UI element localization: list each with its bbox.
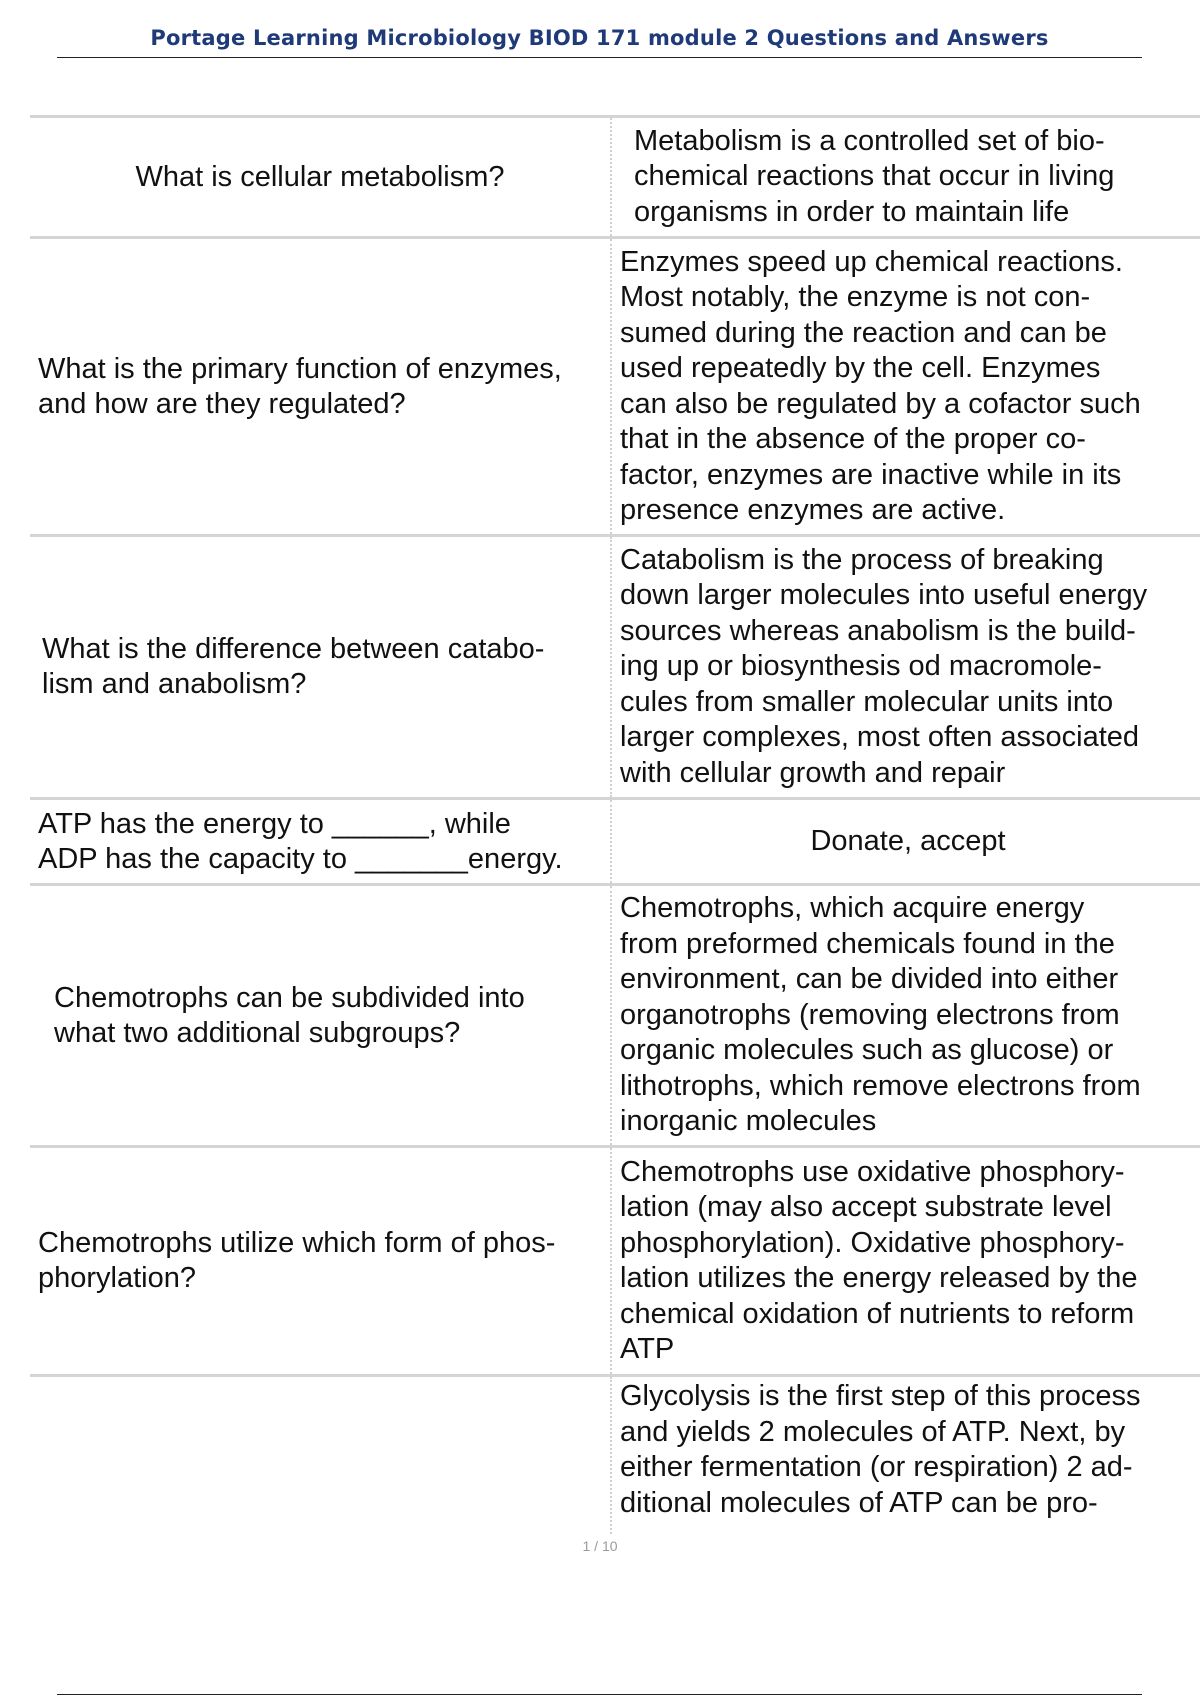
question-text: What is cellular metabolism? — [135, 160, 505, 193]
question-cell — [30, 537, 610, 797]
table-row — [30, 1374, 1200, 1534]
question-cell — [30, 118, 610, 236]
question-text: What is the difference between catabo- lism and anabolism? — [42, 633, 545, 700]
question-cell — [30, 239, 610, 534]
question-text: Chemotrophs can be subdivided into what two additional subgroups? — [54, 981, 525, 1049]
table-row — [30, 534, 1200, 797]
table-row — [30, 1145, 1200, 1374]
answer-cell — [610, 537, 1200, 797]
table-row — [30, 115, 1200, 236]
question-text: What is the primary function of enzymes, and how are they regulated? — [38, 352, 562, 420]
answer-cell — [610, 800, 1200, 883]
table-row — [30, 797, 1200, 883]
question-cell — [30, 1377, 610, 1534]
answer-cell — [610, 1148, 1200, 1374]
answer-text: Chemotrophs use oxidative phosphory- lation (may also accept substrate level phosphorylation). Oxidative phosphory- lation utilizes the energy released by the chemical oxidation of nutrients to reform ATP — [620, 1155, 1138, 1365]
question-text: ATP has the energy to ______, while ADP has the capacity to _______energy. — [38, 807, 563, 875]
answer-cell — [610, 239, 1200, 534]
answer-text: Donate, accept — [810, 824, 1006, 857]
qa-table — [30, 115, 1200, 1534]
page-number: 1 / 10 — [582, 1538, 618, 1554]
answer-text: Catabolism is the process of breaking down larger molecules into useful energy sources whereas anabolism is the build- ing up or biosynthesis od macromole- cules from smaller molecular units into larger complexes, most often associated with cellular growth and repair — [620, 543, 1148, 789]
question-cell — [30, 800, 610, 883]
answer-text: Metabolism is a controlled set of bio- chemical reactions that occur in living organisms in order to maintain life — [634, 124, 1115, 228]
table-row — [30, 236, 1200, 534]
question-text: Chemotrophs utilize which form of phos- phorylation? — [38, 1227, 556, 1294]
table-row — [30, 883, 1200, 1145]
answer-cell — [610, 118, 1200, 236]
page-header — [57, 26, 1142, 58]
answer-text: Glycolysis is the first step of this process and yields 2 molecules of ATP. Next, by either fermentation (or respiration) 2 ad- ditional molecules of ATP can be pro- — [620, 1380, 1141, 1519]
answer-cell — [610, 886, 1200, 1145]
answer-cell — [610, 1377, 1200, 1534]
answer-text: Enzymes speed up chemical reactions. Most notably, the enzyme is not con- sumed during the reaction and can be used repeatedly by the cell. Enzymes can also be regulated by a cofactor such that in the absence of the proper co- factor, enzymes are inactive while in its presence enzymes are active. — [620, 245, 1141, 526]
question-cell — [30, 1148, 610, 1374]
footer-divider — [57, 1694, 1142, 1695]
page-title: Portage Learning Microbiology BIOD 171 module 2 Questions and Answers — [150, 26, 1049, 50]
question-cell — [30, 886, 610, 1145]
answer-text: Chemotrophs, which acquire energy from preformed chemicals found in the environment, can be divided into either organotrophs (removing electrons from organic molecules such as glucose) or lithotrophs, which remove electrons from inorganic molecules — [620, 892, 1141, 1138]
